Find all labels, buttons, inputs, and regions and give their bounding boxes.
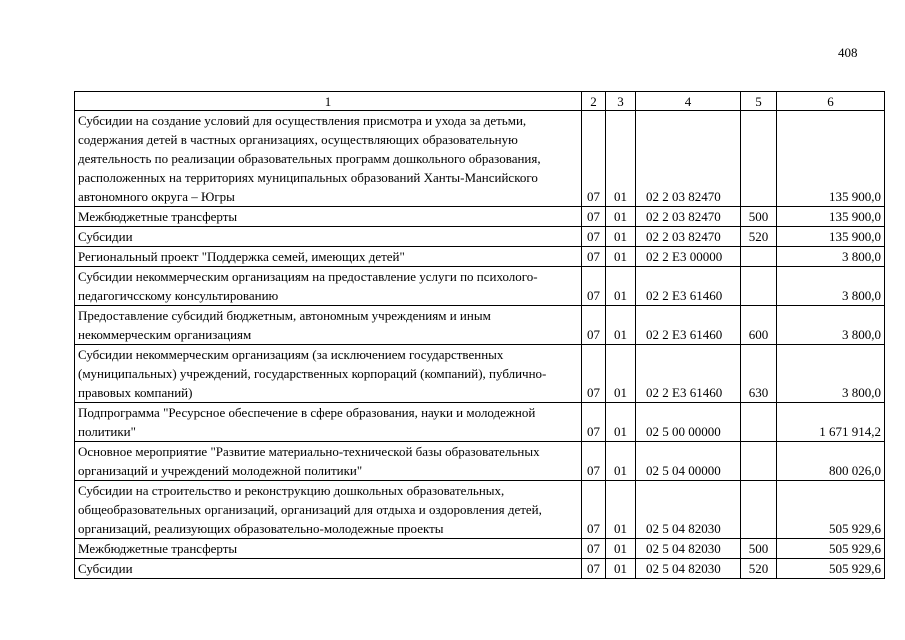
table-header-row [75,92,885,111]
row-description: Основное мероприятие "Развитие материально-технической базы образовательных организаций и учреждений молодежной политики" [75,442,582,481]
header-cell-5: 5 [741,92,777,111]
row-expense-type: 630 [741,345,777,403]
row-subsection: 01 [606,559,636,579]
table-row [75,481,885,539]
row-expense-type: 520 [741,559,777,579]
row-amount: 135 900,0 [777,227,885,247]
row-target-article: 02 2 03 82470 [636,207,741,227]
row-amount: 505 929,6 [777,559,885,579]
table-row [75,207,885,227]
header-cell-6: 6 [777,92,885,111]
row-subsection: 01 [606,442,636,481]
row-amount: 3 800,0 [777,267,885,306]
row-description: Субсидии на создание условий для осуществления присмотра и ухода за детьми, содержания детей в частных организациях, осуществляющих образовательную деятельность по реализации образовательных программ дошкольного образования, расположенных на территориях муниципальных образований Ханты-Мансийского автономного округа – Югры [75,111,582,207]
row-subsection: 01 [606,227,636,247]
row-target-article: 02 5 00 00000 [636,403,741,442]
row-subsection: 01 [606,111,636,207]
table-row [75,559,885,579]
table-row [75,539,885,559]
row-amount: 505 929,6 [777,481,885,539]
row-description: Субсидии [75,227,582,247]
table-row [75,403,885,442]
row-section: 07 [582,247,606,267]
table-row [75,267,885,306]
row-target-article: 02 2 E3 00000 [636,247,741,267]
row-expense-type [741,111,777,207]
table-row [75,247,885,267]
row-subsection: 01 [606,403,636,442]
row-description: Субсидии некоммерческим организациям (за исключением государственных (муниципальных) учреждений, государственных корпораций (компаний), публично-правовых компаний) [75,345,582,403]
table-row [75,227,885,247]
row-subsection: 01 [606,267,636,306]
page-number: 408 [838,45,858,60]
row-section: 07 [582,442,606,481]
row-expense-type [741,267,777,306]
row-amount: 800 026,0 [777,442,885,481]
row-section: 07 [582,227,606,247]
row-description: Субсидии [75,559,582,579]
row-target-article: 02 2 E3 61460 [636,345,741,403]
row-expense-type: 500 [741,207,777,227]
row-expense-type [741,481,777,539]
row-section: 07 [582,559,606,579]
row-subsection: 01 [606,207,636,227]
row-section: 07 [582,481,606,539]
row-target-article: 02 5 04 82030 [636,559,741,579]
row-description: Субсидии на строительство и реконструкцию дошкольных образовательных, общеобразовательных организаций, организаций для отдыха и оздоровления детей, организаций, реализующих образовательно-молодежные проекты [75,481,582,539]
row-section: 07 [582,207,606,227]
row-section: 07 [582,306,606,345]
row-subsection: 01 [606,481,636,539]
row-target-article: 02 2 03 82470 [636,111,741,207]
row-description: Подпрограмма "Ресурсное обеспечение в сфере образования, науки и молодежной политики" [75,403,582,442]
row-amount: 505 929,6 [777,539,885,559]
row-target-article: 02 2 E3 61460 [636,267,741,306]
header-cell-3: 3 [606,92,636,111]
row-section: 07 [582,539,606,559]
row-target-article: 02 2 03 82470 [636,227,741,247]
header-cell-4: 4 [636,92,741,111]
row-expense-type: 520 [741,227,777,247]
row-amount: 1 671 914,2 [777,403,885,442]
row-target-article: 02 2 E3 61460 [636,306,741,345]
row-expense-type: 500 [741,539,777,559]
row-section: 07 [582,345,606,403]
row-description: Межбюджетные трансферты [75,207,582,227]
table-row [75,306,885,345]
row-amount: 135 900,0 [777,207,885,227]
row-section: 07 [582,403,606,442]
header-cell-2: 2 [582,92,606,111]
header-cell-1: 1 [75,92,582,111]
row-expense-type [741,403,777,442]
row-expense-type [741,442,777,481]
row-target-article: 02 5 04 00000 [636,442,741,481]
table-row [75,345,885,403]
table-row [75,111,885,207]
table-row [75,442,885,481]
row-description: Региональный проект "Поддержка семей, имеющих детей" [75,247,582,267]
row-section: 07 [582,111,606,207]
row-amount: 3 800,0 [777,306,885,345]
row-description: Межбюджетные трансферты [75,539,582,559]
row-subsection: 01 [606,247,636,267]
row-description: Предоставление субсидий бюджетным, автономным учреждениям и иным некоммерческим организациям [75,306,582,345]
row-expense-type [741,247,777,267]
row-amount: 135 900,0 [777,111,885,207]
row-target-article: 02 5 04 82030 [636,539,741,559]
row-description: Субсидии некоммерческим организациям на предоставление услуги по психолого-педагогичсскому консультированию [75,267,582,306]
row-amount: 3 800,0 [777,247,885,267]
row-target-article: 02 5 04 82030 [636,481,741,539]
row-subsection: 01 [606,345,636,403]
row-amount: 3 800,0 [777,345,885,403]
row-section: 07 [582,267,606,306]
row-expense-type: 600 [741,306,777,345]
budget-table [74,91,885,579]
row-subsection: 01 [606,306,636,345]
row-subsection: 01 [606,539,636,559]
